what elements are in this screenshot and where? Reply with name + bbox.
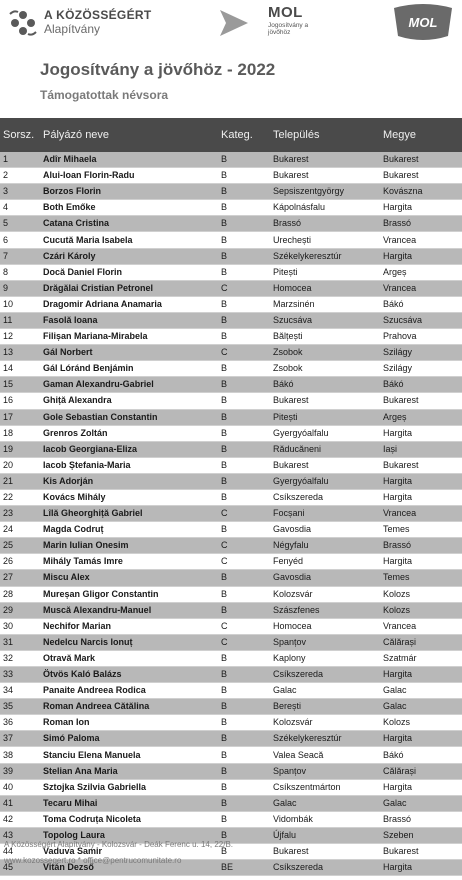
cell-settlement: Kápolnásfalu — [270, 200, 380, 216]
cell-county: Hargita — [380, 489, 462, 505]
cell-category: B — [218, 602, 270, 618]
cell-county: Călărași — [380, 634, 462, 650]
table-row — [0, 538, 462, 554]
cell-name: Vaduva Samir — [40, 844, 218, 860]
cell-category: B — [218, 248, 270, 264]
cell-settlement: Csíkszereda — [270, 667, 380, 683]
footer-contact: www.kozossegert.ro * office@pentrucomunitate.ro — [4, 856, 182, 865]
cell-name: Adîr Mihaela — [40, 152, 218, 168]
cell-name: Cucută Maria Isabela — [40, 232, 218, 248]
cell-county: Hargita — [380, 731, 462, 747]
cell-number: 15 — [0, 377, 40, 393]
table-row — [0, 168, 462, 184]
cell-settlement: Homocea — [270, 280, 380, 296]
cell-name: Nechifor Marian — [40, 618, 218, 634]
org-subtitle: Alapítvány — [44, 22, 101, 36]
cell-number: 26 — [0, 554, 40, 570]
table-row — [0, 489, 462, 505]
cell-number: 21 — [0, 473, 40, 489]
cell-settlement: Csíkszereda — [270, 489, 380, 505]
cell-name: Fasolă Ioana — [40, 312, 218, 328]
cell-category: B — [218, 650, 270, 666]
cell-name: Toma Codruța Nicoleta — [40, 811, 218, 827]
cell-category: B — [218, 200, 270, 216]
cell-name: Miscu Alex — [40, 570, 218, 586]
cell-settlement: Gyergyóalfalu — [270, 473, 380, 489]
table-row — [0, 216, 462, 232]
cell-settlement: Spanțov — [270, 634, 380, 650]
cell-settlement: Újfalu — [270, 827, 380, 843]
cell-name: Docă Daniel Florin — [40, 264, 218, 280]
cell-settlement: Spanțov — [270, 763, 380, 779]
cell-category: B — [218, 441, 270, 457]
cell-settlement: Homocea — [270, 618, 380, 634]
cell-name: Roman Ion — [40, 715, 218, 731]
cell-category: B — [218, 715, 270, 731]
cell-category: B — [218, 779, 270, 795]
cell-name: Iacob Georgiana-Eliza — [40, 441, 218, 457]
mol-program-name: Jogosítvány a jövőhöz — [268, 22, 309, 36]
cell-name: Mihály Tamás Imre — [40, 554, 218, 570]
cell-county: Hargita — [380, 860, 462, 876]
cell-category: B — [218, 425, 270, 441]
cell-county: Szilágy — [380, 345, 462, 361]
chevron-arrow-icon — [218, 8, 252, 38]
table-row — [0, 441, 462, 457]
cell-number: 14 — [0, 361, 40, 377]
col-header-category: Kateg. — [218, 118, 270, 152]
cell-county: Iași — [380, 441, 462, 457]
table-row — [0, 715, 462, 731]
cell-number: 41 — [0, 795, 40, 811]
cell-county: Brassó — [380, 538, 462, 554]
cell-number: 13 — [0, 345, 40, 361]
cell-category: B — [218, 361, 270, 377]
cell-settlement: Bukarest — [270, 844, 380, 860]
cell-settlement: Négyfalu — [270, 538, 380, 554]
table-row — [0, 393, 462, 409]
cell-category: C — [218, 554, 270, 570]
cell-number: 33 — [0, 667, 40, 683]
footer-address: A Közösségért Alapítvány - Kolozsvár - Deák Ferenc u. 14, 22/B. — [4, 840, 234, 849]
cell-category: C — [218, 634, 270, 650]
cell-number: 37 — [0, 731, 40, 747]
cell-name: Grenros Zoltán — [40, 425, 218, 441]
cell-category: B — [218, 457, 270, 473]
cell-county: Galac — [380, 699, 462, 715]
cell-category: B — [218, 184, 270, 200]
cell-settlement: Csíkszentmárton — [270, 779, 380, 795]
cell-name: Panaite Andreea Rodica — [40, 683, 218, 699]
table-row — [0, 747, 462, 763]
cell-name: Otravă Mark — [40, 650, 218, 666]
cell-category: B — [218, 393, 270, 409]
cell-name: Roman Andreea Cătălina — [40, 699, 218, 715]
cell-county: Prahova — [380, 329, 462, 345]
cell-number: 20 — [0, 457, 40, 473]
cell-number: 38 — [0, 747, 40, 763]
table-row — [0, 586, 462, 602]
table-row — [0, 699, 462, 715]
cell-number: 31 — [0, 634, 40, 650]
cell-category: B — [218, 489, 270, 505]
cell-number: 44 — [0, 844, 40, 860]
cell-category: B — [218, 586, 270, 602]
cell-category: B — [218, 377, 270, 393]
mol-badge-text: MOL — [408, 15, 438, 30]
cell-number: 34 — [0, 683, 40, 699]
cell-name: Gál Lóránd Benjámin — [40, 361, 218, 377]
cell-county: Călărași — [380, 763, 462, 779]
cell-category: B — [218, 811, 270, 827]
cell-settlement: Bákó — [270, 377, 380, 393]
cell-name: Tecaru Mihai — [40, 795, 218, 811]
cell-category: B — [218, 699, 270, 715]
cell-category: B — [218, 409, 270, 425]
cell-settlement: Focșani — [270, 506, 380, 522]
cell-settlement: Bukarest — [270, 457, 380, 473]
table-row — [0, 280, 462, 296]
cell-settlement: Zsobok — [270, 345, 380, 361]
page-subtitle: Támogatottak névsora — [40, 88, 169, 102]
cell-category: B — [218, 731, 270, 747]
cell-category: B — [218, 522, 270, 538]
cell-county: Bákó — [380, 747, 462, 763]
cell-category: B — [218, 312, 270, 328]
table-row — [0, 570, 462, 586]
cell-name: Czári Károly — [40, 248, 218, 264]
cell-category: B — [218, 152, 270, 168]
cell-number: 4 — [0, 200, 40, 216]
mol-badge-logo — [388, 2, 458, 42]
cell-category: B — [218, 570, 270, 586]
cell-settlement: Gavosdia — [270, 570, 380, 586]
cell-number: 10 — [0, 296, 40, 312]
cell-number: 9 — [0, 280, 40, 296]
cell-category: B — [218, 216, 270, 232]
cell-name: Borzos Florin — [40, 184, 218, 200]
cell-settlement: Bukarest — [270, 152, 380, 168]
cell-category: B — [218, 827, 270, 843]
cell-number: 1 — [0, 152, 40, 168]
cell-county: Vrancea — [380, 232, 462, 248]
cell-settlement: Szászfenes — [270, 602, 380, 618]
cell-name: Lîlă Gheorghiță Gabriel — [40, 506, 218, 522]
cell-category: B — [218, 329, 270, 345]
table-header-row — [0, 118, 462, 152]
cell-number: 32 — [0, 650, 40, 666]
cell-name: Magda Codruț — [40, 522, 218, 538]
cell-county: Hargita — [380, 200, 462, 216]
cell-settlement: Zsobok — [270, 361, 380, 377]
cell-number: 3 — [0, 184, 40, 200]
table-row — [0, 473, 462, 489]
cell-category: B — [218, 667, 270, 683]
cell-number: 29 — [0, 602, 40, 618]
cell-settlement: Szucsáva — [270, 312, 380, 328]
cell-county: Argeș — [380, 264, 462, 280]
cell-settlement: Marzsinén — [270, 296, 380, 312]
cell-county: Kolozs — [380, 715, 462, 731]
cell-settlement: Gavosdia — [270, 522, 380, 538]
table-row — [0, 506, 462, 522]
cell-category: B — [218, 264, 270, 280]
cell-county: Hargita — [380, 779, 462, 795]
cell-settlement: Galac — [270, 795, 380, 811]
cell-county: Szatmár — [380, 650, 462, 666]
cell-county: Hargita — [380, 473, 462, 489]
cell-number: 19 — [0, 441, 40, 457]
cell-county: Brassó — [380, 811, 462, 827]
cell-category: C — [218, 345, 270, 361]
cell-name: Stelian Ana Maria — [40, 763, 218, 779]
cell-category: BE — [218, 860, 270, 876]
col-header-county: Megye — [380, 118, 462, 152]
cell-category: B — [218, 795, 270, 811]
cell-category: B — [218, 296, 270, 312]
col-header-name: Pályázó neve — [40, 118, 218, 152]
table-row — [0, 795, 462, 811]
cell-number: 35 — [0, 699, 40, 715]
cell-name: Alui-Ioan Florin-Radu — [40, 168, 218, 184]
cell-county: Hargita — [380, 425, 462, 441]
cell-name: Catana Cristina — [40, 216, 218, 232]
cell-county: Vrancea — [380, 506, 462, 522]
table-row — [0, 345, 462, 361]
table-row — [0, 811, 462, 827]
cell-number: 22 — [0, 489, 40, 505]
table-row — [0, 634, 462, 650]
table-row — [0, 602, 462, 618]
cell-settlement: Bukarest — [270, 168, 380, 184]
cell-name: Dragomir Adriana Anamaria — [40, 296, 218, 312]
table-row — [0, 248, 462, 264]
cell-settlement: Vidombák — [270, 811, 380, 827]
cell-settlement: Székelykeresztúr — [270, 731, 380, 747]
cell-number: 24 — [0, 522, 40, 538]
page-title: Jogosítvány a jövőhöz - 2022 — [40, 60, 276, 79]
cell-name: Ötvös Kaló Balázs — [40, 667, 218, 683]
cell-number: 5 — [0, 216, 40, 232]
cell-number: 40 — [0, 779, 40, 795]
cell-category: C — [218, 280, 270, 296]
cell-name: Muscă Alexandru-Manuel — [40, 602, 218, 618]
cell-settlement: Galac — [270, 683, 380, 699]
cell-number: 17 — [0, 409, 40, 425]
cell-number: 7 — [0, 248, 40, 264]
cell-county: Bukarest — [380, 393, 462, 409]
community-logo-icon — [6, 6, 40, 40]
table-row — [0, 377, 462, 393]
cell-settlement: Urechești — [270, 232, 380, 248]
cell-number: 2 — [0, 168, 40, 184]
cell-county: Bákó — [380, 377, 462, 393]
cell-county: Szeben — [380, 827, 462, 843]
cell-settlement: Csíkszereda — [270, 860, 380, 876]
org-name: A KÖZÖSSÉGÉRT — [44, 8, 152, 22]
cell-category: C — [218, 506, 270, 522]
cell-number: 6 — [0, 232, 40, 248]
cell-settlement: Kolozsvár — [270, 586, 380, 602]
mol-wordmark: MOL — [268, 4, 303, 21]
cell-number: 23 — [0, 506, 40, 522]
cell-number: 30 — [0, 618, 40, 634]
cell-county: Kolozs — [380, 602, 462, 618]
cell-county: Hargita — [380, 248, 462, 264]
cell-name: Gole Sebastian Constantin — [40, 409, 218, 425]
cell-number: 18 — [0, 425, 40, 441]
table-row — [0, 409, 462, 425]
cell-settlement: Sepsiszentgyörgy — [270, 184, 380, 200]
cell-name: Vitán Dezső — [40, 860, 218, 876]
table-row — [0, 361, 462, 377]
cell-category: B — [218, 747, 270, 763]
table-body — [0, 152, 462, 876]
table-row — [0, 200, 462, 216]
cell-county: Brassó — [380, 216, 462, 232]
cell-name: Kovács Mihály — [40, 489, 218, 505]
cell-settlement: Brassó — [270, 216, 380, 232]
cell-settlement: Székelykeresztúr — [270, 248, 380, 264]
cell-name: Both Emőke — [40, 200, 218, 216]
cell-county: Vrancea — [380, 280, 462, 296]
cell-number: 11 — [0, 312, 40, 328]
table-row — [0, 329, 462, 345]
cell-settlement: Bukarest — [270, 393, 380, 409]
cell-settlement: Bălțești — [270, 329, 380, 345]
cell-number: 28 — [0, 586, 40, 602]
cell-number: 42 — [0, 811, 40, 827]
cell-county: Bukarest — [380, 844, 462, 860]
cell-settlement: Berești — [270, 699, 380, 715]
col-header-settlement: Település — [270, 118, 380, 152]
cell-settlement: Fenyéd — [270, 554, 380, 570]
cell-county: Vrancea — [380, 618, 462, 634]
cell-settlement: Kolozsvár — [270, 715, 380, 731]
cell-number: 27 — [0, 570, 40, 586]
table-row — [0, 457, 462, 473]
cell-name: Gál Norbert — [40, 345, 218, 361]
table-row — [0, 779, 462, 795]
table-row — [0, 264, 462, 280]
table-row — [0, 296, 462, 312]
table-row — [0, 312, 462, 328]
cell-name: Drăgălai Cristian Petronel — [40, 280, 218, 296]
cell-name: Ghiță Alexandra — [40, 393, 218, 409]
cell-category: B — [218, 168, 270, 184]
table-row — [0, 554, 462, 570]
table-row — [0, 683, 462, 699]
recipients-table — [0, 118, 462, 876]
cell-name: Mureșan Gligor Constantin — [40, 586, 218, 602]
cell-county: Szucsáva — [380, 312, 462, 328]
cell-county: Bákó — [380, 296, 462, 312]
cell-settlement: Kaplony — [270, 650, 380, 666]
table-row — [0, 232, 462, 248]
table-row — [0, 650, 462, 666]
table-row — [0, 522, 462, 538]
cell-name: Filișan Mariana-Mirabela — [40, 329, 218, 345]
cell-name: Stanciu Elena Manuela — [40, 747, 218, 763]
cell-county: Bukarest — [380, 168, 462, 184]
cell-number: 43 — [0, 827, 40, 843]
cell-county: Bukarest — [380, 152, 462, 168]
cell-number: 39 — [0, 763, 40, 779]
page-header — [0, 0, 462, 48]
cell-category: B — [218, 473, 270, 489]
cell-county: Szilágy — [380, 361, 462, 377]
cell-name: Iacob Ștefania-Maria — [40, 457, 218, 473]
cell-number: 25 — [0, 538, 40, 554]
cell-county: Hargita — [380, 667, 462, 683]
cell-county: Argeș — [380, 409, 462, 425]
cell-county: Bukarest — [380, 457, 462, 473]
cell-county: Kolozs — [380, 586, 462, 602]
table-row — [0, 667, 462, 683]
cell-category: B — [218, 683, 270, 699]
cell-category: B — [218, 232, 270, 248]
cell-settlement: Pitești — [270, 409, 380, 425]
table-row — [0, 618, 462, 634]
table-row — [0, 731, 462, 747]
cell-county: Galac — [380, 795, 462, 811]
cell-name: Marin Iulian Onesim — [40, 538, 218, 554]
cell-number: 16 — [0, 393, 40, 409]
cell-category: B — [218, 763, 270, 779]
col-header-number: Sorsz. — [0, 118, 40, 152]
table-row — [0, 425, 462, 441]
cell-county: Galac — [380, 683, 462, 699]
cell-county: Temes — [380, 522, 462, 538]
table-row — [0, 184, 462, 200]
cell-settlement: Gyergyóalfalu — [270, 425, 380, 441]
cell-name: Nedelcu Narcis Ionuț — [40, 634, 218, 650]
cell-settlement: Răducăneni — [270, 441, 380, 457]
cell-name: Topolog Laura — [40, 827, 218, 843]
cell-name: Simó Paloma — [40, 731, 218, 747]
cell-category: C — [218, 538, 270, 554]
cell-county: Hargita — [380, 554, 462, 570]
cell-settlement: Valea Seacă — [270, 747, 380, 763]
cell-county: Kovászna — [380, 184, 462, 200]
cell-category: B — [218, 844, 270, 860]
cell-name: Sztojka Szilvia Gabriella — [40, 779, 218, 795]
cell-number: 12 — [0, 329, 40, 345]
table-row — [0, 763, 462, 779]
cell-name: Kis Adorján — [40, 473, 218, 489]
table-row — [0, 152, 462, 168]
cell-number: 36 — [0, 715, 40, 731]
cell-county: Temes — [380, 570, 462, 586]
cell-settlement: Pitești — [270, 264, 380, 280]
cell-number: 45 — [0, 860, 40, 876]
cell-category: C — [218, 618, 270, 634]
cell-name: Gaman Alexandru-Gabriel — [40, 377, 218, 393]
cell-number: 8 — [0, 264, 40, 280]
